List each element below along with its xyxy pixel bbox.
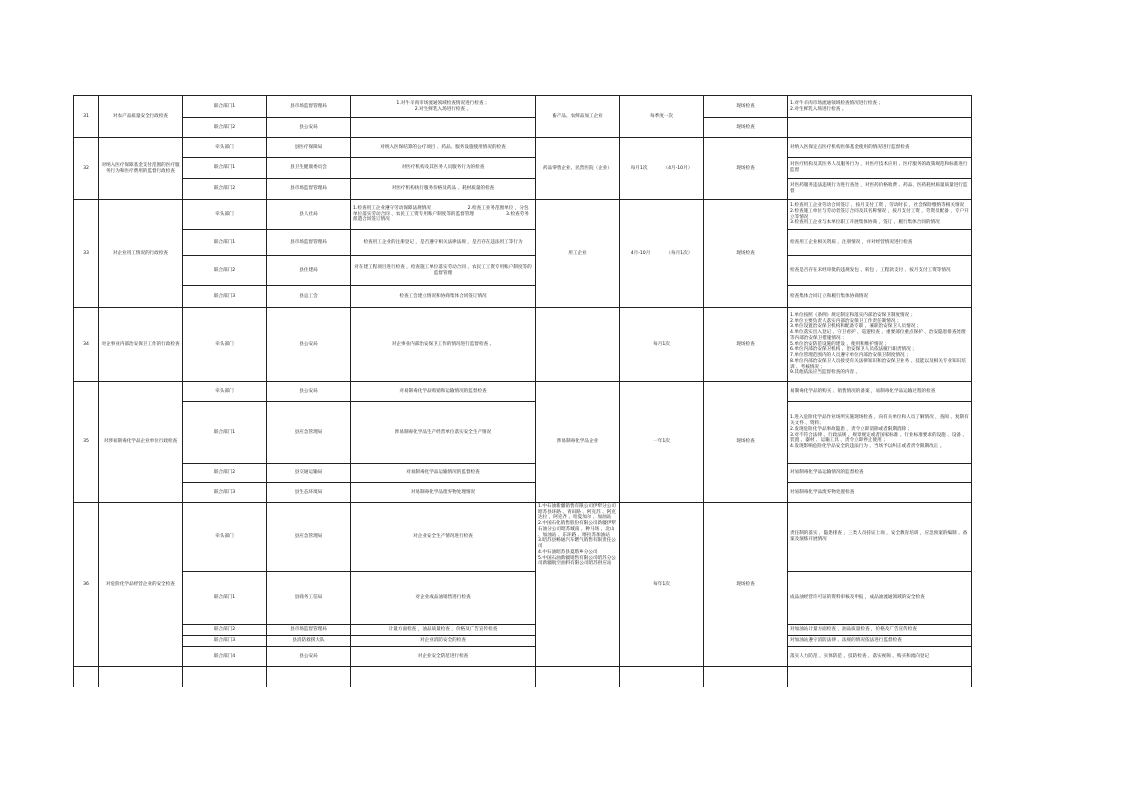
department-role: 联合部门4 xyxy=(183,647,267,667)
department-role: 牵头部门 xyxy=(183,503,267,572)
table-row xyxy=(74,636,972,647)
inspection-content: 对在建工程项目进行检查 ，检查施工单位落实劳动合同 、农民工工资专用账户制度等的监督管理 xyxy=(351,256,536,286)
department-name: 县应急管理局 xyxy=(267,402,351,464)
table-row xyxy=(74,118,972,138)
inspection-content: 对易制毒化学品购销和运输情况的监督检查 xyxy=(351,382,536,402)
record-number: 36 xyxy=(74,503,99,667)
department-role: 牵头部门 xyxy=(183,138,267,158)
inspection-item: 对农产品质量安全行政检查 xyxy=(99,96,183,138)
department-role: 联合部门1 xyxy=(183,572,267,625)
inspection-result: 1.检查用工企业劳动合同签订 ，按月支付工资 ，劳动时长 ，社会保险缴纳等相关情况 2.检查施工单位与劳动者签订合同及其名称情况 ，按月支付工资 ，劳资员配备 ，专户开立等情况 3.检查用工企业与本单位职工开展集体协商 ，签订 、履行集体合同的情况 xyxy=(788,200,972,230)
inspection-result: 对医疗机构及其医务人员服务行为 ，对医疗技术应用 、医疗服务的政策规范和标准进行监督 xyxy=(788,158,972,179)
inspection-content: 对纳入医保结算的公疗项目 、药品、服务设施使用情况的检查 xyxy=(351,138,536,158)
inspection-method: 现场检查 xyxy=(704,308,788,382)
department-role: 联合部门2 xyxy=(183,256,267,286)
inspection-content: 对易制毒化学品运输情况的监督检查 xyxy=(351,464,536,483)
department-role: 联合部门2 xyxy=(183,118,267,138)
inspection-result: 对加油站遵守消防法律 、法规的情况依法进行监督检查 xyxy=(788,636,972,647)
inspection-table xyxy=(73,95,972,687)
inspection-subject: 畜产品、农鲜品加工企业 xyxy=(536,96,620,138)
department-name: 县医疗保障局 xyxy=(267,138,351,158)
inspection-content: 对企业成品油销售进行检查 xyxy=(351,572,536,625)
table-row xyxy=(74,138,972,158)
inspection-content: 对企业安全生产情况进行检查 xyxy=(351,503,536,572)
inspection-frequency: 一年1次 xyxy=(620,382,704,503)
empty-cell xyxy=(704,667,788,687)
table-row xyxy=(74,158,972,179)
department-role: 联合部门2 xyxy=(183,464,267,483)
department-name: 县卫生健康委员会 xyxy=(267,158,351,179)
record-number: 34 xyxy=(74,308,99,382)
department-name: 县公安局 xyxy=(267,647,351,667)
department-role: 联合部门1 xyxy=(183,402,267,464)
inspection-result: 落实人力防范 、实体防范 、技防检查 、落实视频 、购买和流向登记 xyxy=(788,647,972,667)
inspection-frequency: 每季度一次 xyxy=(620,96,704,138)
department-name: 县商务工信局 xyxy=(267,572,351,625)
record-number: 32 xyxy=(74,138,99,200)
table-body xyxy=(74,96,972,687)
inspection-result: 1.对牛羊肉市场流通领域检查情况进行检查 ； 2.对生鲜乳入场进行检查 。 xyxy=(788,96,972,118)
department-role: 牵头部门 xyxy=(183,200,267,230)
department-role: 牵头部门 xyxy=(183,382,267,402)
inspection-content: 对易制毒化学品废弃物处理情况 xyxy=(351,483,536,503)
inspection-method: 现场检查 xyxy=(704,118,788,138)
department-role: 联合部门1 xyxy=(183,158,267,179)
department-name: 县应急管理局 xyxy=(267,503,351,572)
table-row xyxy=(74,464,972,483)
empty-cell xyxy=(74,667,99,687)
empty-cell xyxy=(620,667,704,687)
inspection-result: 易制毒化学品的购买 、销售情况的备案 ，易制毒化学品运输过程的检查 xyxy=(788,382,972,402)
table-row xyxy=(74,503,972,572)
table-row xyxy=(74,402,972,464)
department-name: 县生态环境局 xyxy=(267,483,351,503)
department-name: 县市场监督管理局 xyxy=(267,230,351,256)
department-name: 县交通运输局 xyxy=(267,464,351,483)
empty-cell xyxy=(99,667,183,687)
department-role: 牵头部门 xyxy=(183,308,267,382)
inspection-content: 检查用工企业的注册登记 ，是否遵守相关法律法规 ，是否存在违法用工等行为 xyxy=(351,230,536,256)
department-role: 联合部门1 xyxy=(183,96,267,118)
department-role: 联合部门3 xyxy=(183,636,267,647)
inspection-frequency: 4月-10月 （每月1次） xyxy=(620,200,704,308)
empty-cell xyxy=(536,667,620,687)
table-row xyxy=(74,647,972,667)
department-role: 联合部门3 xyxy=(183,483,267,503)
empty-cell xyxy=(183,667,267,687)
inspection-subject-text: 1.中石油新疆销售有限公司伊犁分公司昭苏县环路 、青田路 、阿克苏 、阿克达拉 、阿克齐 、哈夏加尔 、加油站 2.中国石化销售股份有限公司新疆伊犁石油分公司昭苏城南 、种马场 、北山 、加油站 、东环路 、喀拉苏加油站 3.昭苏县畅通汽车燃气销售有限责任公司 4.中石油昭苏县夏塔乡分公司 5.中国石油新疆销售有限公司昭苏分公司新疆航空油料有限公司昭苏供应站 xyxy=(538,504,616,567)
inspection-result: 1.进入危险化学品作业场所实施现场检查 ，向有关单位和人员了解情况 ，查阅 、复制有关文件 、资料； 2.发现危险化学品事故隐患 ，责令立即消除或者限期消除 ； 3.对不符合法律 、行政法规 、规章规定或者国家标准 、行业标准要求的设施 、设备 、装置 、器材 、运输工具 ，责令立即停止使用 ； 4.发现影响危险化学品安全的违法行为 ，当场予以纠正或者责令限期改正 。 xyxy=(788,402,972,464)
department-role: 联合部门2 xyxy=(183,625,267,636)
inspection-item: 对涉易制毒化学品企业单位行政检查 xyxy=(99,382,183,503)
inspection-content: 对医疗机构及其医务人员服务行为的检查 xyxy=(351,158,536,179)
inspection-result: 检查是否存在未经审批的违规发包 、转包 、工程款支付 、按月支付工资等情况 xyxy=(788,256,972,286)
department-name: 县公安局 xyxy=(267,382,351,402)
inspection-result: 对纳入医保定点医疗机构医保基金使用的情况进行监督检查 xyxy=(788,138,972,158)
table-row xyxy=(74,256,972,286)
inspection-result: 检查集体合同订立和履行集体协商情况 xyxy=(788,286,972,308)
table-row xyxy=(74,308,972,382)
department-role: 联合部门2 xyxy=(183,179,267,200)
inspection-subject: 药品零售企业、民营医院（企业） xyxy=(536,138,620,200)
department-name: 县人社局 xyxy=(267,200,351,230)
inspection-frequency: 每月1次 （4月-10月） xyxy=(620,138,704,200)
inspection-content: 对医疗机构执行服务价格及药品 、耗材质量的检查 xyxy=(351,179,536,200)
department-name: 县消防救援大队 xyxy=(267,636,351,647)
table-row xyxy=(74,625,972,636)
department-name: 县市场监督管理局 xyxy=(267,625,351,636)
table-row xyxy=(74,179,972,200)
inspection-content xyxy=(351,118,536,138)
inspection-result: 检查用工企业相关资质 ，注册情况 ，并对经营情况进行检查 xyxy=(788,230,972,256)
department-name: 县总工会 xyxy=(267,286,351,308)
inspection-subject: 用工企业 xyxy=(536,200,620,308)
inspection-method: 现场检查 xyxy=(704,503,788,667)
inspection-item: 对企事业内部治安保卫工作的行政检查 xyxy=(99,308,183,382)
inspection-content: 1.检查用工企业遵守劳动保障法规情况 2.检查工业务范围单位 ，分包单位落实劳动合同 、农民工工资专用账户制度等的监督管理 3.检查劳务派遣合同签订情况 xyxy=(351,200,536,230)
table-row xyxy=(74,200,972,230)
empty-cell xyxy=(351,667,536,687)
table-row xyxy=(74,286,972,308)
inspection-content: 1.对牛羊肉市场流通领域检查情况进行检查 ； 2.对生鲜乳入场进行检查 。 xyxy=(351,96,536,118)
inspection-result: 1.单位按照《条例》规定制定和落实内部治安保卫制度情况 ； 2.单位主要负责人落实内部治安保卫工作责任制情况 ； 3.单位设置治安保卫机构和配备专职 、兼职治安保卫人员情况 ； 4.单位落实出入登记 、守卫看护 、巡逻检查 、重要部位重点保护 、治安隐患排查处理等内部治安保卫措施情况 ； 5.单位治安防范设施的建设 、使用和维护情况 ； 6.单位内部治安保卫机构 、治安保卫人员依法履行职责情况 ； 7.单位管理范围内的人员遵守单位内部治安保卫制度情况 ； 8.单位内部治安保卫人员接受有关法律知识和治安保卫业务 、技能以及相关专业知识培训 、考核情况 ； 9.其他依法应当监督检查的内容 。 xyxy=(788,308,972,382)
record-number: 31 xyxy=(74,96,99,138)
inspection-item: 对纳入医疗保障基金支付范围的医疗服务行为和医疗费用的监督行政检查 xyxy=(99,138,183,200)
inspection-content: 对企业消防安全的检查 xyxy=(351,636,536,647)
inspection-item: 对企业用工情况的行政检查 xyxy=(99,200,183,308)
inspection-method: 现场检查 xyxy=(704,382,788,503)
inspection-subject: 涉易制毒化学品企业 xyxy=(536,382,620,503)
department-role: 联合部门3 xyxy=(183,286,267,308)
inspection-content: 检查工会建立情况和协商集体合同签订情况 xyxy=(351,286,536,308)
inspection-result: 成品油经营许可证的资料审核及申报 ，成品油流通领域的安全检查 xyxy=(788,572,972,625)
inspection-result: 对加油站计量方面检查 ，油品质量检查 ，价格及广告宣传检查 xyxy=(788,625,972,636)
record-number: 35 xyxy=(74,382,99,503)
inspection-content: 涉易制毒化学品生产经营单位落实安全生产情况 xyxy=(351,402,536,464)
inspection-frequency: 每年1次 xyxy=(620,503,704,667)
inspection-method: 现场检查 xyxy=(704,138,788,200)
table-row xyxy=(74,483,972,503)
inspection-content: 计量方面检查 ，油品质量检查 ，价格及广告宣传检查 xyxy=(351,625,536,636)
inspection-subject xyxy=(536,308,620,382)
inspection-result: 对易制毒化学品运输情况的监督检查 xyxy=(788,464,972,483)
record-number: 33 xyxy=(74,200,99,308)
inspection-content: 对企事业内部治安保卫工作的情况进行监督检查 。 xyxy=(351,308,536,382)
table-row xyxy=(74,572,972,625)
table-row xyxy=(74,382,972,402)
inspection-result: 对易制毒化学品废弃物处置检查 xyxy=(788,483,972,503)
inspection-result xyxy=(788,118,972,138)
department-name: 县公安局 xyxy=(267,118,351,138)
empty-cell xyxy=(267,667,351,687)
table-row xyxy=(74,230,972,256)
department-name: 县市场监督管理局 xyxy=(267,179,351,200)
inspection-result: 责任制的落实 ，隐患排查 ，三类人员持证上岗 ，安全教育培训 ，应急预案的编制 、备案及演练开展情况 xyxy=(788,503,972,572)
department-role: 联合部门1 xyxy=(183,230,267,256)
table-row xyxy=(74,96,972,118)
department-name: 县公安局 xyxy=(267,308,351,382)
department-name: 县市场监督管理局 xyxy=(267,96,351,118)
inspection-method: 现场检查 xyxy=(704,200,788,308)
inspection-method: 现场检查 xyxy=(704,96,788,118)
inspection-frequency: 每月1次 xyxy=(620,308,704,382)
table-row xyxy=(74,667,972,687)
inspection-content: 对企业安全防范进行检查 xyxy=(351,647,536,667)
empty-cell xyxy=(788,667,972,687)
inspection-subject xyxy=(536,503,620,667)
inspection-result: 对医药服务违法违规行为进行查处 ，对医药价格收费 、药品、医药耗材质量质量进行监督 xyxy=(788,179,972,200)
inspection-item: 对危险化学品经营企业的安全检查 xyxy=(99,503,183,667)
department-name: 县住建局 xyxy=(267,256,351,286)
